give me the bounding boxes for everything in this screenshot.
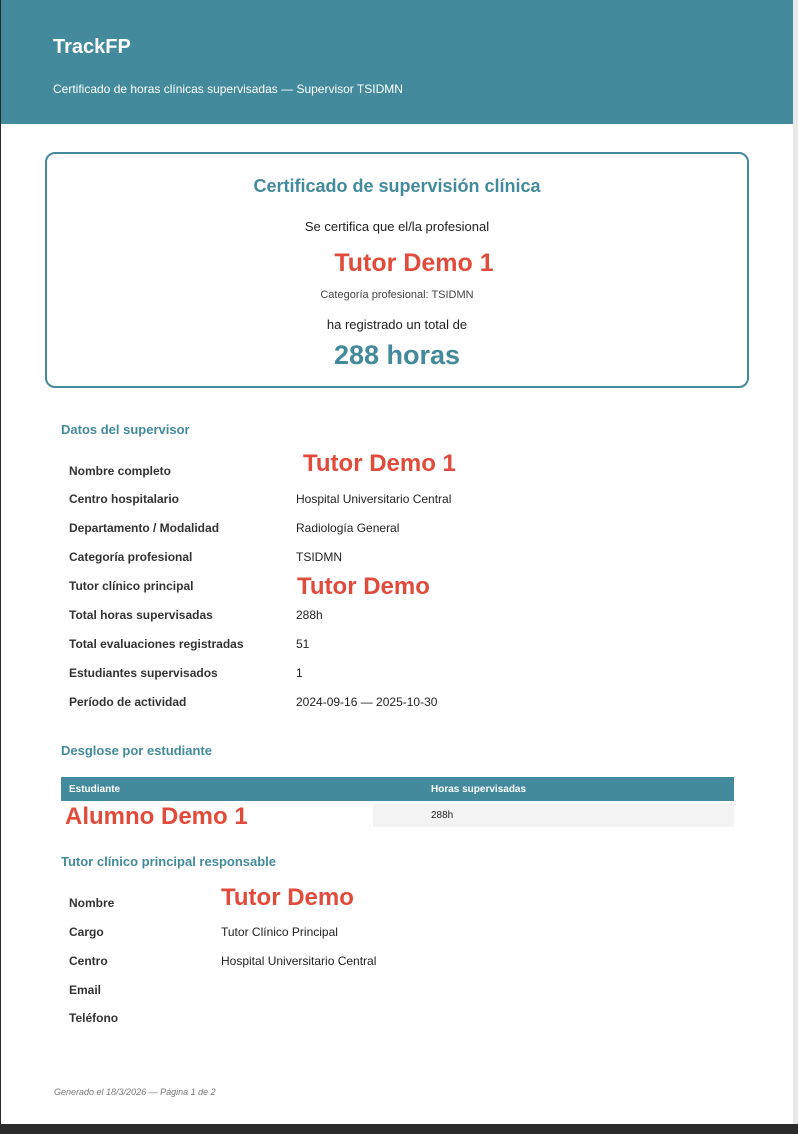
tutor-label-center: Centro — [69, 954, 108, 968]
breakdown-header-hours: Horas supervisadas — [431, 784, 527, 795]
page-header — [1, 0, 793, 124]
supervisor-label-total-hours: Total horas supervisadas — [69, 608, 213, 622]
certificate-box — [45, 152, 749, 388]
supervisor-value-principal-tutor: Tutor Demo — [297, 573, 430, 600]
supervisor-value-department: Radiología General — [296, 521, 400, 535]
breakdown-row-student: Alumno Demo 1 — [65, 803, 248, 830]
breakdown-section-title: Desglose por estudiante — [61, 743, 212, 758]
certificate-category: Categoría profesional: TSIDMN — [320, 289, 474, 301]
certificate-professional-name: Tutor Demo 1 — [334, 249, 494, 277]
certificate-page — [1, 0, 793, 1124]
supervisor-label-period: Período de actividad — [69, 695, 187, 709]
certificate-total-hours: 288 horas — [333, 340, 461, 370]
supervisor-value-total-evaluations: 51 — [296, 637, 310, 651]
supervisor-label-total-evaluations: Total evaluaciones registradas — [69, 637, 244, 651]
page-footer: Generado el 18/3/2026 — Página 1 de 2 — [54, 1087, 216, 1097]
tutor-label-email: Email — [69, 983, 102, 997]
breakdown-header-student: Estudiante — [69, 784, 121, 795]
certificate-total-intro: ha registrado un total de — [326, 317, 468, 332]
certificate-title: Certificado de supervisión clínica — [253, 176, 541, 196]
supervisor-label-name: Nombre completo — [69, 464, 172, 478]
supervisor-value-hospital: Hospital Universitario Central — [296, 492, 452, 506]
tutor-value-role: Tutor Clínico Principal — [221, 925, 338, 939]
tutor-value-name: Tutor Demo — [221, 884, 354, 911]
tutor-value-center: Hospital Universitario Central — [221, 954, 377, 968]
principal-tutor-section-title: Tutor clínico principal responsable — [61, 854, 277, 869]
tutor-label-role: Cargo — [69, 925, 104, 939]
supervisor-label-students: Estudiantes supervisados — [69, 666, 218, 680]
supervisor-value-students: 1 — [296, 666, 303, 680]
supervisor-section-title: Datos del supervisor — [61, 422, 190, 437]
supervisor-value-total-hours: 288h — [296, 608, 323, 622]
breakdown-row-background — [373, 803, 734, 827]
supervisor-value-period: 2024-09-16 — 2025-10-30 — [296, 695, 438, 709]
certificate-intro: Se certifica que el/la profesional — [304, 219, 490, 234]
supervisor-label-hospital: Centro hospitalario — [69, 492, 180, 506]
breakdown-row-hours: 288h — [431, 810, 454, 821]
supervisor-value-name: Tutor Demo 1 — [303, 450, 456, 477]
supervisor-label-department: Departamento / Modalidad — [69, 521, 220, 535]
supervisor-label-principal-tutor: Tutor clínico principal — [69, 579, 194, 593]
supervisor-value-category: TSIDMN — [296, 550, 342, 564]
breakdown-table-header — [61, 777, 734, 801]
header-subtitle: Certificado de horas clínicas supervisadas — Supervisor TSIDMN — [53, 82, 403, 96]
page-bottom-edge — [0, 1124, 798, 1134]
tutor-label-phone: Teléfono — [69, 1011, 119, 1025]
page-right-edge — [793, 0, 798, 1134]
brand-title: TrackFP — [53, 36, 131, 58]
tutor-label-name: Nombre — [69, 896, 115, 910]
supervisor-label-category: Categoría profesional — [69, 550, 193, 564]
